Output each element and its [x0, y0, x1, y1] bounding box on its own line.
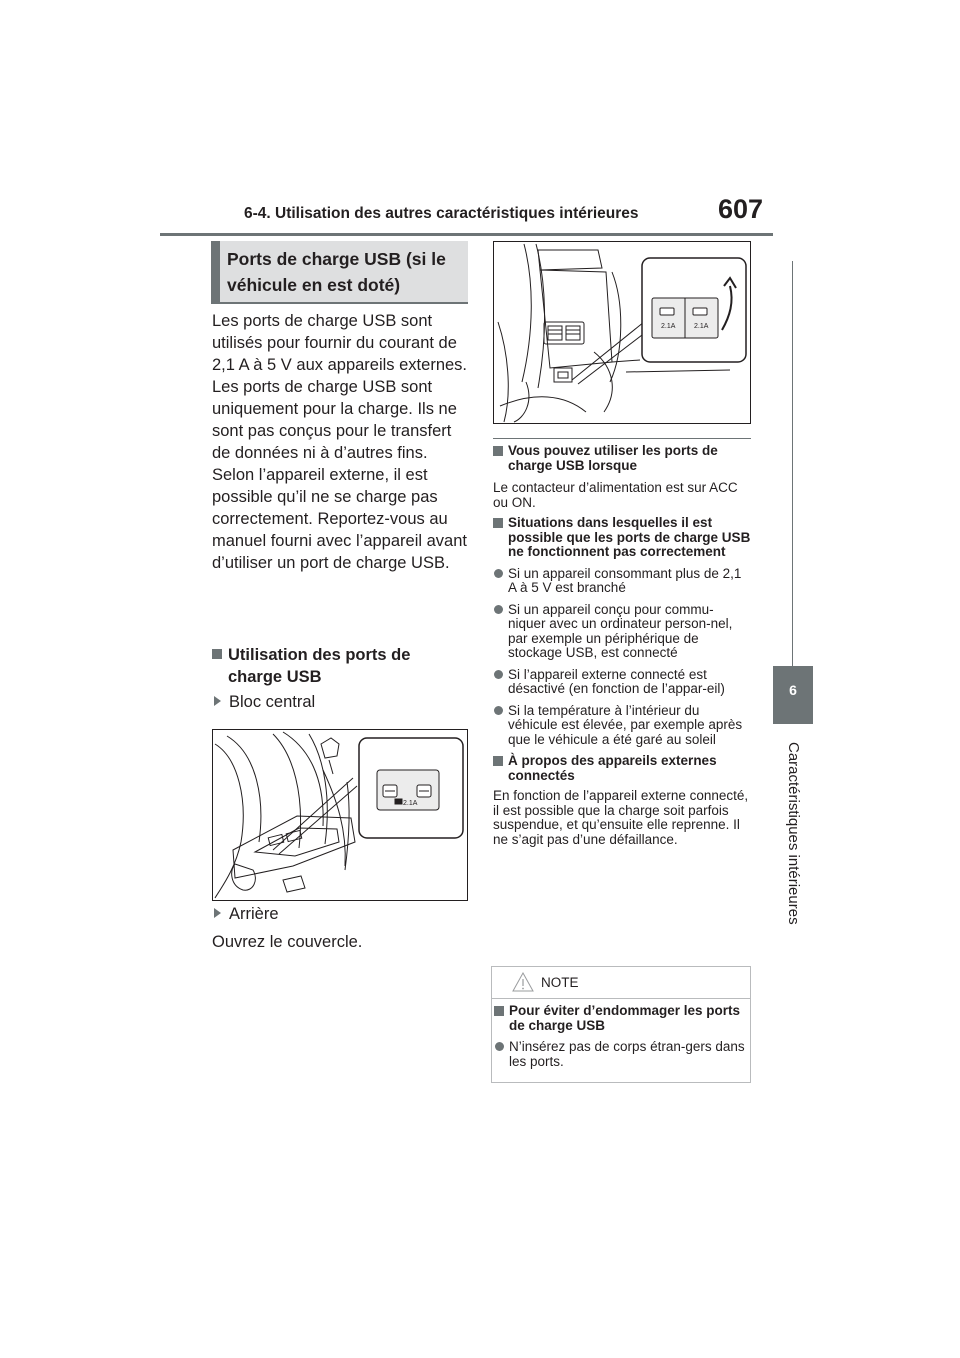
bullet-text: Si l’appareil externe connecté est désactivé (en fonction de l’appar-eil): [508, 666, 725, 696]
chapter-title: Caractéristiques intérieures: [785, 742, 802, 925]
bullet-item: [493, 668, 751, 697]
note-header: [492, 967, 750, 999]
note-bullet: [494, 1040, 750, 1069]
heading-text: Vous pouvez utiliser les ports de charge USB lorsque: [508, 443, 718, 473]
dot-bullet-icon: [494, 569, 503, 578]
section-heading-bar: [211, 241, 220, 302]
rear-ports-figure: [493, 241, 751, 424]
bullet-item: [493, 603, 751, 661]
bullet-item: [493, 704, 751, 748]
bullet-text: Si un appareil consommant plus de 2,1 A à 5 V est branché: [508, 565, 742, 595]
paragraph: Selon l’appareil externe, il est possible qu’il ne se charge pas correctement. Reportez-vous au manuel fourni avec l’appareil avant d’utiliser un port de charge USB.: [212, 466, 467, 572]
chapter-number: 6: [789, 682, 797, 698]
rear-illustration: [494, 242, 750, 423]
info-text: Le contacteur d’alimentation est sur ACC ou ON.: [493, 480, 738, 510]
paragraph: Les ports de charge USB sont uniquement pour la charge. Ils ne sont pas conçus pour le transfert de données ni à d’autres fins.: [212, 378, 457, 462]
rear-instruction: Ouvrez le couvercle.: [212, 933, 363, 951]
note-body: [492, 999, 750, 1069]
divider: [493, 438, 751, 439]
note-box: [491, 966, 751, 1083]
bullet-text: Si la température à l’intérieur du véhicule est élevée, par exemple après que le véhicule a été garé au soleil: [508, 702, 743, 747]
dot-bullet-icon: [494, 706, 503, 715]
tab-divider-line: [792, 261, 793, 666]
note-title: NOTE: [541, 975, 579, 990]
bullet-text: Si un appareil conçu pour commu-niquer avec un ordinateur person-nel, par exemple un périphérique de stockage USB, est connecté: [508, 601, 733, 660]
note-heading: [494, 1004, 750, 1033]
list-item-central: [214, 693, 315, 712]
section-heading: Ports de charge USB (si le véhicule en est doté): [227, 249, 446, 295]
info-text: En fonction de l’appareil externe connecté, il est possible que la charge soit parfois suspendue, et qu’ensuite elle reprenne. Il ne s’agit pas d’une défaillance.: [493, 788, 749, 847]
info-heading: [493, 444, 751, 473]
square-bullet-icon: [493, 446, 503, 456]
port-rating-label: 2.1A: [403, 800, 418, 807]
header-rule: [160, 233, 773, 236]
port-rating-label: 2.1A: [694, 323, 709, 330]
list-item-rear: [214, 905, 279, 924]
chapter-title-vertical: [773, 742, 813, 962]
dot-bullet-icon: [494, 605, 503, 614]
right-column: [493, 444, 751, 847]
central-console-figure: [212, 729, 468, 901]
port-rating-label: 2.1A: [661, 323, 676, 330]
dot-bullet-icon: [495, 1042, 504, 1051]
intro-text: [212, 310, 472, 574]
info-heading: [493, 516, 751, 560]
bullet-item: [493, 567, 751, 596]
square-bullet-icon: [494, 1006, 504, 1016]
bullet-text: N’insérez pas de corps étran-gers dans les ports.: [509, 1039, 745, 1069]
square-bullet-icon: [493, 518, 503, 528]
warning-triangle-icon: [512, 972, 534, 992]
console-illustration: [213, 730, 467, 900]
item-label: Arrière: [229, 905, 279, 923]
running-header-title: 6-4. Utilisation des autres caractéristiques intérieures: [244, 205, 639, 222]
square-bullet-icon: [493, 756, 503, 766]
subheading-line1: Utilisation des ports de: [228, 646, 411, 664]
paragraph: Les ports de charge USB sont utilisés pour fournir du courant de 2,1 A à 5 V aux appareils externes.: [212, 312, 468, 374]
triangle-bullet-icon: [214, 908, 221, 918]
dot-bullet-icon: [494, 670, 503, 679]
subheading: [212, 644, 452, 688]
info-heading: [493, 754, 751, 783]
item-label: Bloc central: [229, 693, 316, 711]
heading-text: À propos des appareils externes connectés: [508, 753, 717, 783]
subheading-line2: charge USB: [228, 668, 322, 686]
heading-text: Pour éviter d’endommager les ports de charge USB: [509, 1003, 741, 1033]
square-bullet-icon: [212, 649, 222, 659]
triangle-bullet-icon: [214, 696, 221, 706]
heading-text: Situations dans lesquelles il est possible que les ports de charge USB ne fonctionnent pas correctement: [508, 515, 751, 559]
page-number: 607: [718, 194, 764, 224]
